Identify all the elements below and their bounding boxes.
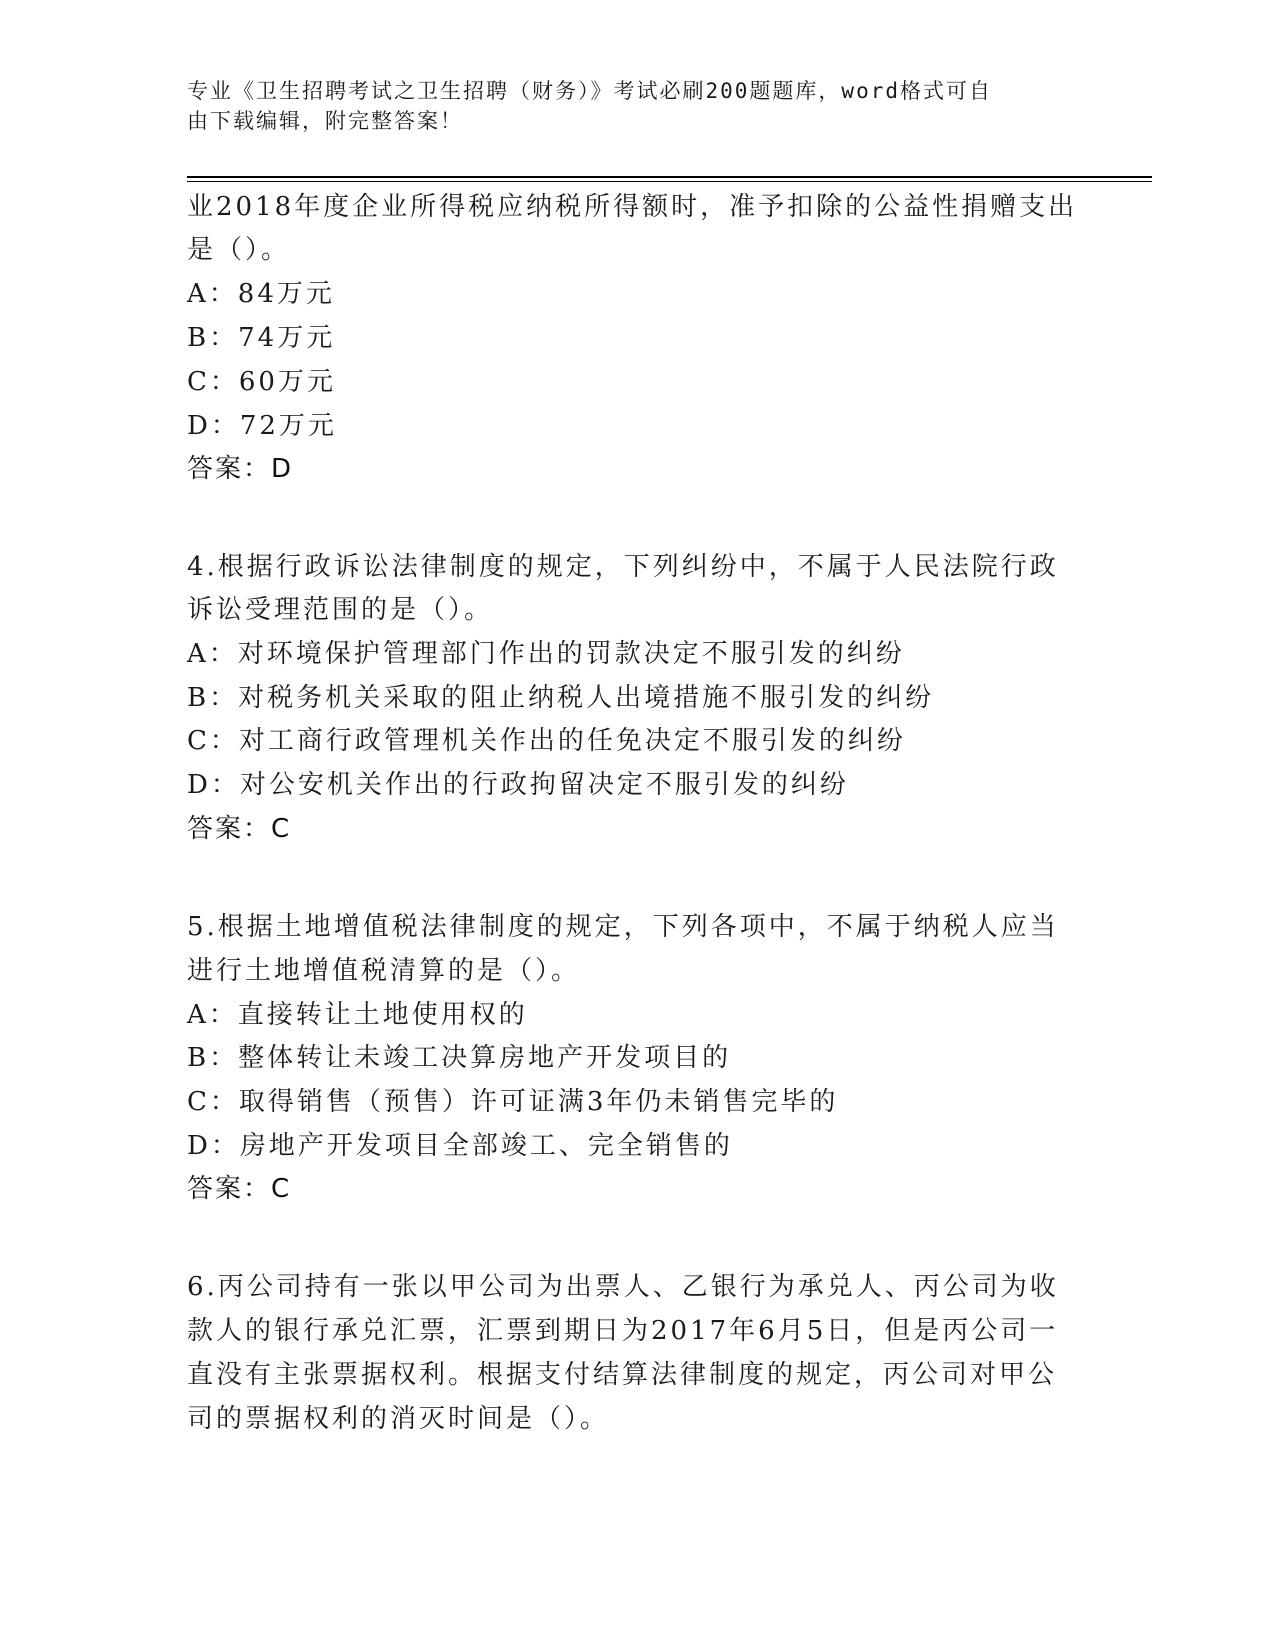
header-rule-thick — [187, 176, 1152, 178]
option-a: A：84万元 — [187, 279, 335, 309]
option-b: B：74万元 — [187, 323, 336, 353]
document-header — [187, 76, 1067, 136]
option-d: D：对公安机关作出的行政拘留决定不服引发的纠纷 — [187, 770, 849, 800]
option-c: C：对工商行政管理机关作出的任免决定不服引发的纠纷 — [187, 726, 906, 756]
answer-label: 答案：D — [187, 454, 294, 484]
question-stem-line: 业2018年度企业所得税应纳税所得额时，准予扣除的公益性捐赠支出 — [187, 192, 1078, 222]
option-a: A：对环境保护管理部门作出的罚款决定不服引发的纠纷 — [187, 639, 905, 669]
option-b: B：整体转让未竣工决算房地产开发项目的 — [187, 1043, 732, 1073]
option-d: D：72万元 — [187, 411, 337, 441]
answer-label: 答案：C — [187, 814, 292, 844]
question-stem-line: 款人的银行承兑汇票，汇票到期日为2017年6月5日，但是丙公司一 — [187, 1316, 1059, 1346]
question-stem-line: 进行土地增值税清算的是（）。 — [187, 956, 581, 986]
question-stem-line: 司的票据权利的消灭时间是（）。 — [187, 1404, 610, 1434]
header-line-1: 专业《卫生招聘考试之卫生招聘（财务）》考试必刷200题题库，word格式可自 — [187, 79, 992, 103]
option-a: A：直接转让土地使用权的 — [187, 1000, 528, 1030]
option-d: D：房地产开发项目全部竣工、完全销售的 — [187, 1131, 733, 1161]
question-stem-line: 5.根据土地增值税法律制度的规定，下列各项中，不属于纳税人应当 — [187, 912, 1059, 942]
question-stem-line: 是（）。 — [187, 235, 291, 265]
question-stem-line: 4.根据行政诉讼法律制度的规定，下列纠纷中，不属于人民法院行政 — [187, 552, 1059, 582]
option-c: C：取得销售（预售）许可证满3年仍未销售完毕的 — [187, 1087, 839, 1117]
header-line-2: 由下载编辑，附完整答案！ — [187, 109, 463, 133]
answer-label: 答案：C — [187, 1174, 292, 1204]
question-stem-line: 诉讼受理范围的是（）。 — [187, 595, 494, 625]
question-stem-line: 6.丙公司持有一张以甲公司为出票人、乙银行为承兑人、丙公司为收 — [187, 1272, 1059, 1302]
header-rule-thin — [187, 181, 1152, 182]
option-b: B：对税务机关采取的阻止纳税人出境措施不服引发的纠纷 — [187, 683, 935, 713]
option-c: C：60万元 — [187, 367, 336, 397]
question-stem-line: 直没有主张票据权利。根据支付结算法律制度的规定，丙公司对甲公 — [187, 1360, 1058, 1390]
